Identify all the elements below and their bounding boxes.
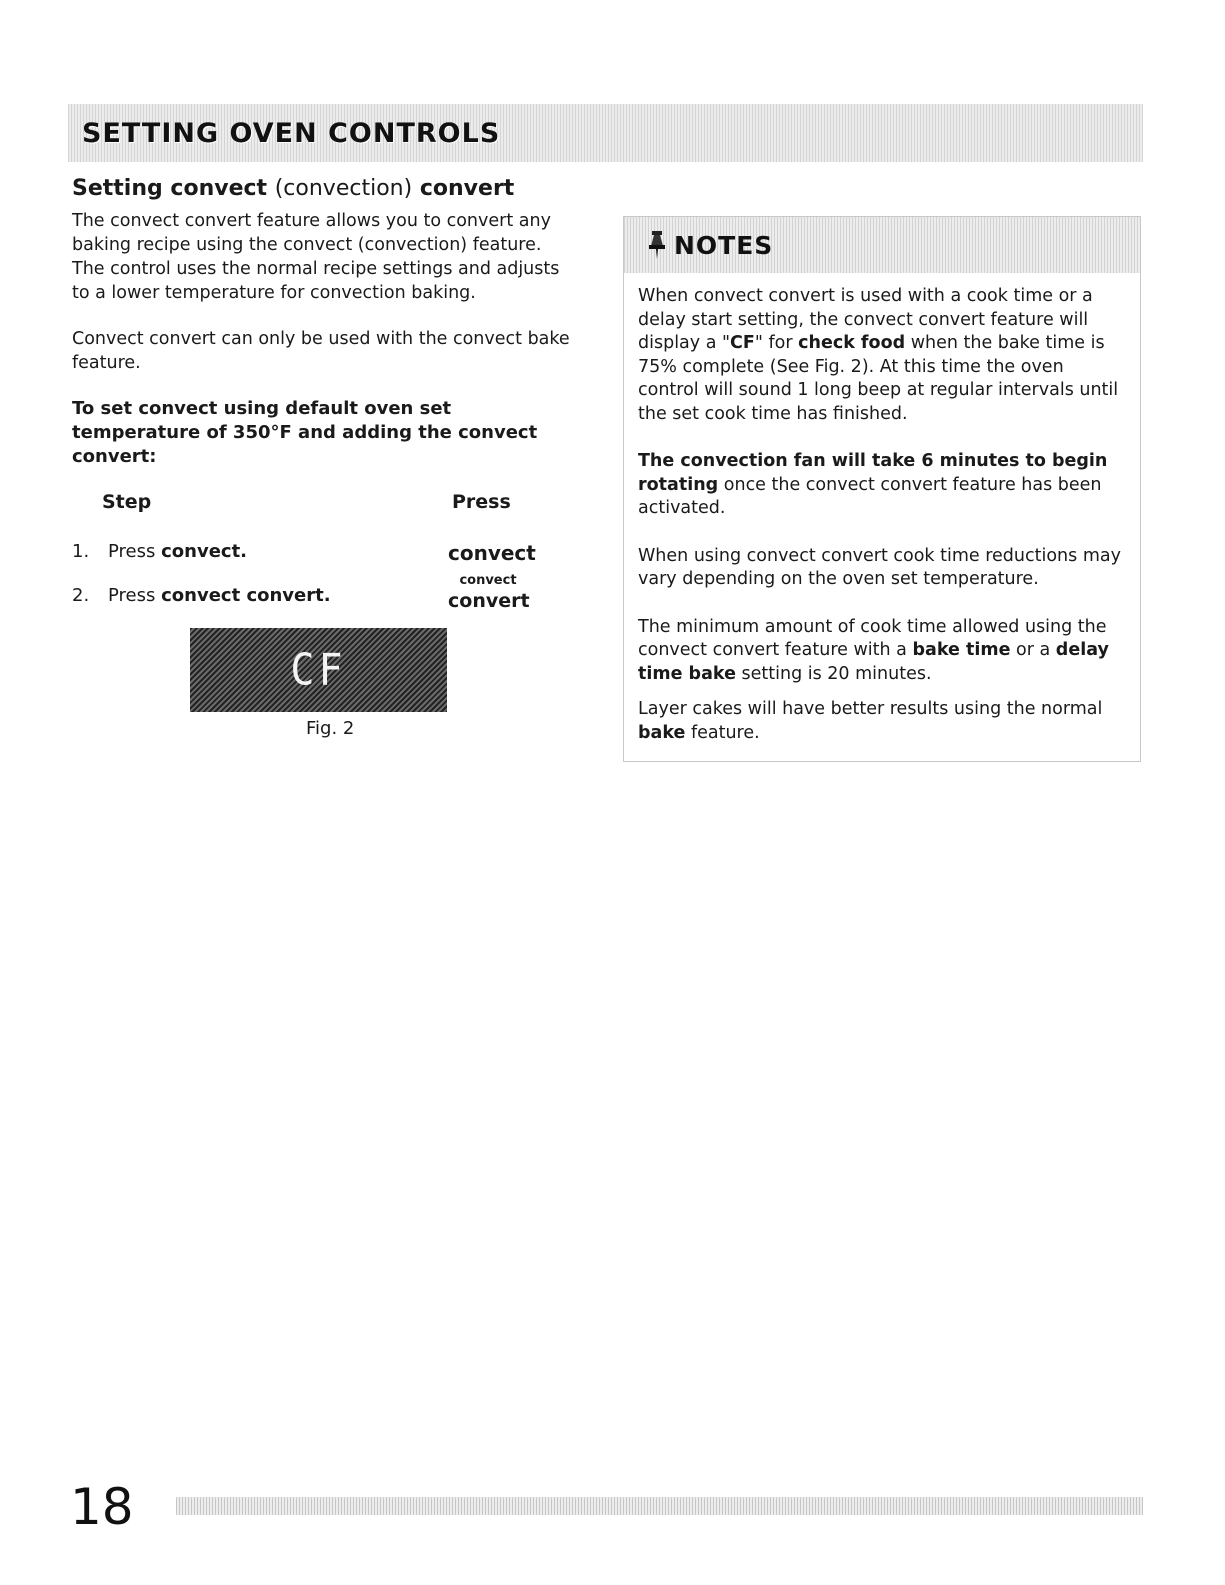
intro-paragraph: The convect convert feature allows you to convert any baking recipe using the convect (convection) feature. The control uses the normal recipe settings and adjusts to a lower temperature for convection baking. bbox=[72, 211, 560, 303]
note-paragraph bbox=[638, 450, 1126, 521]
note-paragraph bbox=[638, 698, 1126, 745]
step-action: convect. bbox=[161, 541, 248, 562]
fan-delay-emphasis: The convection fan will take 6 minutes to begin rotating bbox=[638, 451, 1108, 495]
press-column-header: Press bbox=[452, 491, 511, 513]
section-title-bold-1: Setting convect bbox=[72, 176, 268, 201]
note-paragraph bbox=[638, 285, 1126, 426]
convect-key-label: convect bbox=[448, 541, 536, 565]
notes-banner bbox=[624, 217, 1140, 273]
section-title-normal: (convection) bbox=[274, 176, 413, 201]
oven-display-figure bbox=[190, 628, 447, 712]
section-banner bbox=[68, 104, 1143, 162]
check-food-term: check food bbox=[798, 333, 906, 353]
key-label-bottom: convert bbox=[448, 590, 530, 612]
note-text: when the bake time is 75% complete (See Fig. 2). At this time the oven control will sound 1 long beep at regular intervals until the set cook time has finished. bbox=[638, 333, 1119, 424]
note-paragraph bbox=[638, 616, 1126, 687]
section-title bbox=[72, 176, 572, 201]
step-number: 1. bbox=[72, 541, 90, 562]
page-title: SETTING OVEN CONTROLS bbox=[82, 117, 501, 149]
cf-code: CF bbox=[730, 333, 755, 353]
step-prefix: Press bbox=[108, 585, 156, 606]
instruction-heading: To set convect using default oven set temperature of 350°F and adding the convect convert: bbox=[72, 398, 538, 467]
note-text: once the convect convert feature has been activated. bbox=[638, 474, 1102, 518]
note-text: " for bbox=[754, 333, 793, 353]
note-text: The minimum amount of cook time allowed using the convect convert feature with a bbox=[638, 616, 1107, 660]
step-row bbox=[72, 573, 572, 629]
usage-paragraph: Convect convert can only be used with the convect bake feature. bbox=[72, 329, 570, 373]
convect-convert-key-label bbox=[448, 571, 528, 611]
section-title-bold-2: convert bbox=[419, 176, 515, 201]
note-text: setting is 20 minutes. bbox=[741, 663, 932, 684]
page-number: 18 bbox=[70, 1478, 134, 1536]
notes-body bbox=[624, 273, 1140, 745]
pushpin-icon bbox=[646, 230, 668, 260]
step-action: convect convert. bbox=[161, 585, 331, 606]
figure-caption: Fig. 2 bbox=[306, 718, 355, 739]
step-number: 2. bbox=[72, 585, 90, 606]
step-prefix: Press bbox=[108, 541, 156, 562]
key-label-top: convect bbox=[459, 573, 517, 588]
note-text: feature. bbox=[690, 722, 760, 743]
step-text bbox=[108, 585, 331, 606]
steps-header bbox=[72, 491, 572, 521]
footer-rule bbox=[176, 1497, 1143, 1515]
main-column bbox=[72, 172, 572, 629]
step-column-header: Step bbox=[102, 491, 152, 513]
step-text bbox=[108, 541, 247, 562]
note-paragraph: When using convect convert cook time reductions may vary depending on the oven set temperature. bbox=[638, 545, 1121, 589]
bake-time-term: bake time bbox=[912, 640, 1011, 660]
bake-term: bake bbox=[638, 722, 686, 743]
notes-title: NOTES bbox=[674, 230, 774, 260]
delay-time-bake-term: delay time bake bbox=[638, 640, 1109, 684]
display-readout: CF bbox=[290, 644, 347, 696]
notes-panel bbox=[623, 216, 1141, 762]
note-text: or a bbox=[1016, 640, 1051, 660]
note-text: Layer cakes will have better results using the normal bbox=[638, 699, 1103, 719]
note-text: When convect convert is used with a cook time or a delay start setting, the convect convert feature will display a " bbox=[638, 286, 1093, 353]
